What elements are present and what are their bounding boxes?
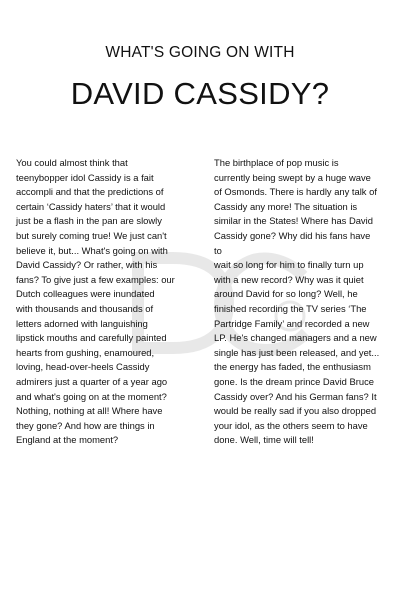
article-kicker: WHAT'S GOING ON WITH — [105, 44, 295, 61]
article-column-left: You could almost think that teenybopper idol Cassidy is a fait accompli and that the predictions of certain ‘Cassidy haters’ that it would just be a flash in the pan are slowly but surely coming true! We just can't believe it, but... What's going on with David Cassidy? Or rather, with his fans? To give just a few examples: our Dutch colleagues were inundated with thousands and thousands of letters adorned with languishing lipstick mouths and carefully painted hearts from gushing, enamoured, loving, head-over-heels Cassidy admirers just a quarter of a year ago and what's going on at the moment? Nothing, nothing at all! Where have they gone? And how are things in England at the moment? — [16, 157, 175, 446]
article-column-right: The birthplace of pop music is currently being swept by a huge wave of Osmonds. There is hardly any talk of Cassidy any more! The situation is similar in the States! Where has David Cassidy gone? Why did his fans have to wait so long for him to finally turn up with a new record? Why was it quiet around David for so long? Well, he finished recording the TV series ‘The Partridge Family’ and recorded a new LP. He's changed managers and a new single has just been released, and yet... the energy has faded, the enthusiasm gone. Is the dream prince David Bruce Cassidy over? And his German fans? It would be really sad if you also dropped your idol, as the others seem to have done. Well, time will tell! — [214, 157, 380, 446]
article-title: DAVID CASSIDY? — [70, 76, 330, 111]
